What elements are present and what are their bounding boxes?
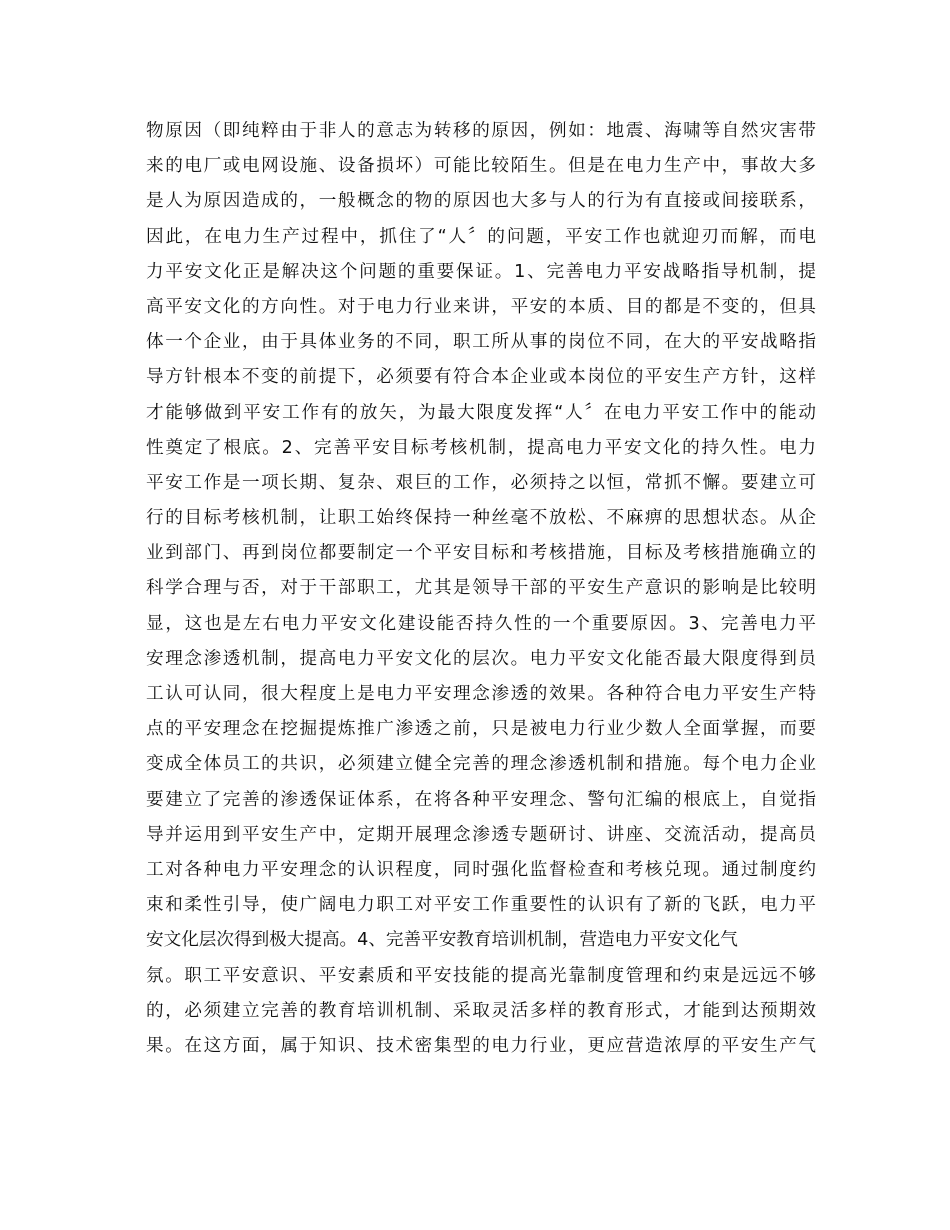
text-line: 安理念渗透机制，提高电力平安文化的层次。电力平安文化能否最大限度得到员 xyxy=(146,648,816,669)
body-text xyxy=(146,114,816,1064)
text-line: 业到部门、再到岗位都要制定一个平安目标和考核措施，目标及考核措施确立的 xyxy=(146,543,816,564)
text-line: 氛。职工平安意识、平安素质和平安技能的提高光靠制度管理和约束是远远不够 xyxy=(146,965,816,986)
text-line: 体一个企业，由于具体业务的不同，职工所从事的岗位不同，在大的平安战略指 xyxy=(146,332,816,353)
text-line: 束和柔性引导，使广阔电力职工对平安工作重要性的认识有了新的飞跃，电力平 xyxy=(146,895,816,916)
text-line: 物原因（即纯粹由于非人的意志为转移的原因，例如：地震、海啸等自然灾害带 xyxy=(146,121,816,141)
text-line: 高平安文化的方向性。对于电力行业来讲，平安的本质、目的都是不变的，但具 xyxy=(146,296,816,317)
text-line: 点的平安理念在挖掘提炼推广渗透之前，只是被电力行业少数人全面掌握，而要 xyxy=(146,719,816,740)
text-line: 的，必须建立完善的教育培训机制、采取灵活多样的教育形式，才能到达预期效 xyxy=(146,1000,816,1021)
text-line: 工认可认同，很大程度上是电力平安理念渗透的效果。各种符合电力平安生产特 xyxy=(146,684,816,704)
text-line: 要建立了完善的渗透保证体系，在将各种平安理念、警句汇编的根底上，自觉指 xyxy=(146,789,816,810)
text-line: 导并运用到平安生产中，定期开展理念渗透专题研讨、讲座、交流活动，提高员 xyxy=(146,824,816,845)
text-line: 显，这也是左右电力平安文化建设能否持久性的一个重要原因。3、完善电力平 xyxy=(146,613,816,634)
text-line: 才能够做到平安工作有的放矢，为最大限度发挥“人〞在电力平安工作中的能动 xyxy=(146,402,816,423)
text-line: 导方针根本不变的前提下，必须要有符合本企业或本岗位的平安生产方针，这样 xyxy=(146,367,816,388)
text-line: 因此，在电力生产过程中，抓住了“人〞的问题，平安工作也就迎刃而解，而电 xyxy=(146,226,816,247)
text-line: 性奠定了根底。2、完善平安目标考核机制，提高电力平安文化的持久性。电力 xyxy=(146,437,816,458)
text-line: 是人为原因造成的，一般概念的物的原因也大多与人的行为有直接或间接联系， xyxy=(146,191,816,212)
text-line: 来的电厂或电网设施、设备损坏）可能比较陌生。但是在电力生产中，事故大多 xyxy=(146,156,816,177)
text-line: 工对各种电力平安理念的认识程度，同时强化监督检查和考核兑现。通过制度约 xyxy=(146,859,816,880)
text-line: 安文化层次得到极大提高。4、完善平安教育培训机制，营造电力平安文化气 xyxy=(146,930,738,951)
text-line: 行的目标考核机制，让职工始终保持一种丝毫不放松、不麻痹的思想状态。从企 xyxy=(146,508,816,529)
text-line: 变成全体员工的共识，必须建立健全完善的理念渗透机制和措施。每个电力企业 xyxy=(146,754,816,775)
text-line: 果。在这方面，属于知识、技术密集型的电力行业，更应营造浓厚的平安生产气 xyxy=(146,1035,816,1056)
text-line: 平安工作是一项长期、复杂、艰巨的工作，必须持之以恒，常抓不懈。要建立可 xyxy=(146,472,816,493)
text-line: 力平安文化正是解决这个问题的重要保证。1、完善电力平安战略指导机制，提 xyxy=(146,261,816,282)
text-line: 科学合理与否，对于干部职工，尤其是领导干部的平安生产意识的影响是比较明 xyxy=(146,578,816,599)
